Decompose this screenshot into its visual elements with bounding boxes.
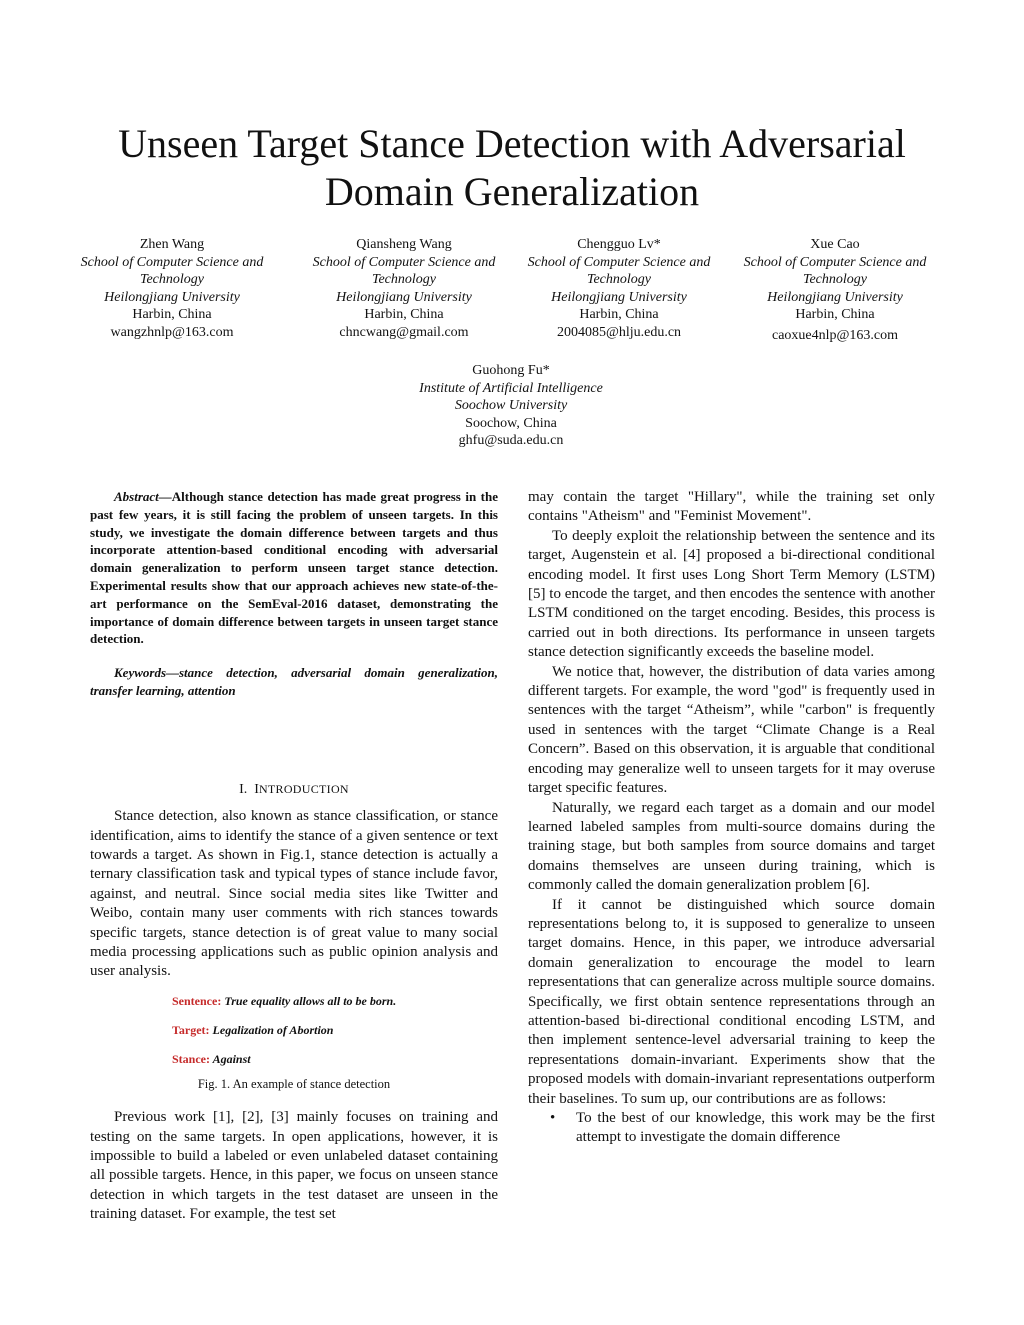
figure-target-label: Target: — [172, 1022, 210, 1037]
right-paragraph-2: To deeply exploit the relationship between the sentence and its target, Augenstein et al. [4] proposed a bi-directional conditional encoding model. It first uses Long Short Term Memory (LSTM) [5] to encode the target, and then encodes the sentence with another LSTM conditioned on the target encoding. Besides, this process is carried out in both directions. Its performance in unseen targets stance detection significantly exceeds the baseline model. — [528, 527, 935, 661]
figure-stance-label: Stance: — [172, 1051, 210, 1066]
intro-paragraph-1: Stance detection, also known as stance classification, or stance identification, aims to identify the stance of a given sentence or text towards a target. As shown in Fig.1, stance detection is actually a ternary classification task and typical types of stance include favor, against, and neutral. Since social media sites like Twitter and Weibo, contain many user comments with rich stances towards specific targets, stance detection is of great value to many social media processing applications such as public opinion analysis and user analysis. — [90, 808, 498, 980]
author-city: Harbin, China — [795, 307, 875, 322]
figure-stance-line — [172, 1052, 498, 1066]
author-name: Qiansheng Wang — [356, 237, 452, 252]
section-title-first: I — [254, 781, 259, 797]
list-item — [550, 1109, 935, 1148]
author-city: Harbin, China — [132, 307, 212, 322]
intro-paragraph-2: Previous work [1], [2], [3] mainly focuses on training and testing on the same targets. In open applications, however, it is impossible to build a labeled or even unlabeled dataset containing all possible targets. Hence, in this paper, we focus on unseen stance detection in which targets in the test dataset are unseen in the training dataset. For example, the test set — [90, 1109, 498, 1223]
author-dept: School of Computer Science and Technology — [743, 254, 927, 287]
author-dept: School of Computer Science and Technology — [80, 254, 264, 287]
author-block — [299, 236, 509, 341]
author-name: Chengguo Lv* — [577, 237, 661, 252]
bullet-icon: • — [550, 1110, 556, 1126]
abstract — [90, 488, 498, 648]
right-paragraph-1: may contain the target "Hillary", while the training set only contains "Atheism" and "Feminist Movement". — [528, 489, 935, 525]
figure-target-line — [172, 1023, 498, 1037]
contribution-text: To the best of our knowledge, this work may be the first attempt to investigate the domain difference — [576, 1110, 935, 1146]
section-number: I. — [239, 781, 248, 797]
author-block — [67, 236, 277, 341]
right-paragraph-4: Naturally, we regard each target as a domain and our model learned labeled samples from multi-source domains during the training stage, but both samples from source domains and target domains themselves are unseen during training, which is commonly called the domain generalization problem [6]. — [528, 799, 935, 894]
figure-1 — [90, 994, 498, 1094]
author-email: 2004085@hlju.edu.cn — [556, 324, 682, 340]
figure-stance: Against — [212, 1051, 251, 1066]
figure-sentence-line — [172, 994, 498, 1008]
author-email: ghfu@suda.edu.cn — [458, 433, 564, 448]
author-dept: School of Computer Science and Technology — [527, 254, 711, 287]
author-email: wangzhnlp@163.com — [110, 324, 234, 340]
author-university: Heilongjiang University — [336, 289, 472, 305]
author-block — [406, 362, 616, 450]
figure-sentence: True equality allows all to be born. — [224, 993, 397, 1008]
author-university: Heilongjiang University — [551, 289, 687, 305]
figure-caption: Fig. 1. An example of stance detection — [197, 1076, 391, 1091]
author-block — [730, 236, 940, 344]
right-paragraph-3: We notice that, however, the distribution of data varies among different targets. For example, the word "god" is frequently used in sentences with the target “Atheism”, while "carbon" is frequently used in sentences with the target “Climate Change is a Real Concern”. Based on this observation, it is arguable that conditional encoding may generalize well to unseen targets for it may overuse target specific features. — [528, 663, 935, 797]
figure-sentence-label: Sentence: — [172, 993, 222, 1008]
author-city: Harbin, China — [579, 307, 659, 322]
author-name: Xue Cao — [810, 237, 860, 252]
figure-target: Legalization of Abortion — [212, 1022, 334, 1037]
author-city: Harbin, China — [364, 307, 444, 322]
paper-title: Unseen Target Stance Detection with Adversarial Domain Generalization — [118, 121, 906, 214]
right-paragraph-5: If it cannot be distinguished which source domain representations belong to, it is supposed to generalize to unseen target domains. Hence, in this paper, we introduce adversarial domain generalization to encourage the model to learn representations that can generalize across multiple source domains. Specifically, we first obtain sentence representations through an attention-based bi-directional conditional encoding LSTM, and then implement sentence-level adversarial training to keep the representations domain-invariant. Experiments show that the proposed models with domain-invariant representations outperform their baselines. To sum up, our contributions are as follows: — [528, 896, 935, 1107]
author-dept: Institute of Artificial Intelligence — [419, 380, 603, 396]
section-heading — [90, 780, 498, 799]
keywords: Keywords—stance detection, adversarial domain generalization, transfer learning, attention — [90, 665, 498, 698]
author-email: caoxue4nlp@163.com — [771, 327, 899, 343]
author-name: Zhen Wang — [139, 237, 205, 252]
section-title-rest: NTRODUCTION — [258, 781, 349, 796]
contributions-list — [528, 1109, 935, 1148]
author-university: Heilongjiang University — [104, 289, 240, 305]
left-column — [90, 488, 498, 1225]
author-name: Guohong Fu* — [472, 363, 550, 378]
author-university: Soochow University — [454, 398, 568, 413]
author-city: Soochow, China — [465, 415, 557, 431]
abstract-label: Abstract— — [114, 489, 172, 504]
author-block — [514, 236, 724, 341]
author-email: chncwang@gmail.com — [339, 324, 469, 340]
author-dept: School of Computer Science and Technology — [312, 254, 496, 287]
right-column — [528, 488, 935, 1148]
abstract-text: Although stance detection has made great progress in the past few years, it is still facing the problem of unseen targets. In this study, we investigate the domain difference between targets and thus incorporate attention-based conditional encoding with adversarial domain generalization to perform unseen target stance detection. Experimental results show that our approach achieves new state-of-the-art performance on the SemEval-2016 dataset, demonstrating the importance of domain difference between targets in unseen target stance detection. — [90, 489, 498, 647]
author-university: Heilongjiang University — [767, 289, 903, 305]
